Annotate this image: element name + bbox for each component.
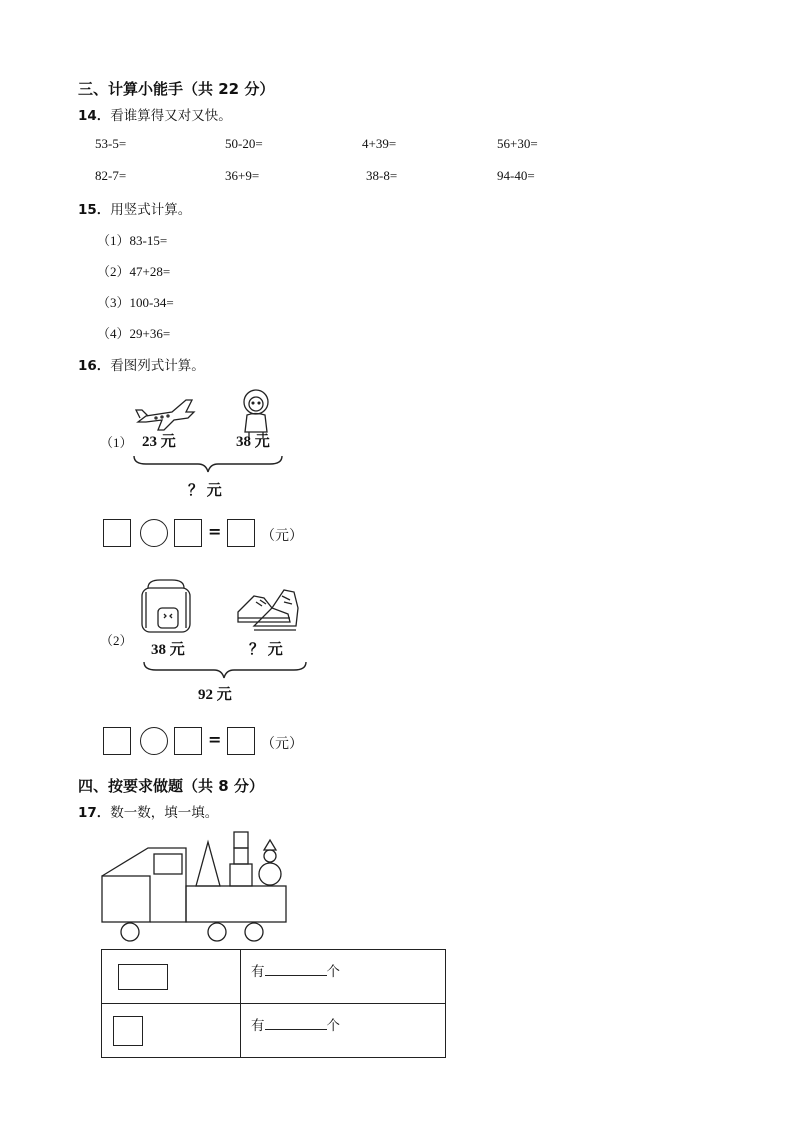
question-17-number: 17． bbox=[78, 805, 111, 821]
answer-box-3[interactable] bbox=[227, 519, 255, 547]
question-16-number: 16． bbox=[78, 358, 111, 374]
answer-box-2[interactable] bbox=[174, 519, 202, 547]
table-row bbox=[102, 1004, 446, 1058]
count-suffix: 个 bbox=[326, 964, 340, 980]
equals-sign-2: = bbox=[208, 730, 222, 749]
sneakers-icon bbox=[238, 590, 298, 630]
table-row bbox=[102, 950, 446, 1004]
small-triangle bbox=[264, 840, 276, 850]
section-3-title: 三、计算小能手（共 22 分） bbox=[78, 80, 275, 98]
answer-cell-square bbox=[241, 1004, 446, 1058]
q14-item-6: 36+9= bbox=[225, 168, 260, 183]
answer-cell-rectangle bbox=[241, 950, 446, 1004]
question-16-text: 看图列式计算。 bbox=[110, 358, 205, 374]
q14-item-5: 82-7= bbox=[95, 168, 127, 183]
block-middle bbox=[234, 848, 248, 864]
q14-item-3: 4+39= bbox=[362, 136, 397, 151]
section-4-title: 四、按要求做题（共 8 分） bbox=[78, 777, 264, 795]
q16-p2-price-b: ？ 元 bbox=[249, 642, 283, 658]
wheel-2 bbox=[208, 923, 226, 941]
answer-box-5[interactable] bbox=[174, 727, 202, 755]
count-blank-square[interactable] bbox=[265, 1017, 327, 1030]
question-17 bbox=[78, 801, 218, 821]
question-15 bbox=[78, 198, 191, 218]
q16-part-1-label: （1） bbox=[100, 435, 133, 450]
count-prefix: 有 bbox=[251, 1018, 265, 1034]
q16-p1-total: ？ 元 bbox=[188, 483, 222, 499]
q15-item-2: （2）47+28= bbox=[97, 264, 171, 279]
backpack-and-shoes-illustration bbox=[134, 578, 304, 638]
shape-cell-rectangle bbox=[102, 950, 241, 1004]
q16-part-2-label: （2） bbox=[100, 633, 133, 648]
q14-item-2: 50-20= bbox=[225, 136, 263, 151]
question-14 bbox=[78, 104, 232, 124]
count-table bbox=[101, 949, 446, 1058]
q16-p1-price-a: 23 元 bbox=[142, 434, 176, 450]
airplane-icon bbox=[136, 400, 194, 430]
ball-top bbox=[264, 850, 276, 862]
q15-item-4: （4）29+36= bbox=[97, 326, 171, 341]
truck-window bbox=[154, 854, 182, 874]
q16-p2-total: 92 元 bbox=[198, 687, 232, 703]
backpack-icon bbox=[142, 580, 190, 632]
operator-circle-2[interactable] bbox=[140, 727, 168, 755]
q15-item-3: （3）100-34= bbox=[97, 295, 174, 310]
unit-label-1: （元） bbox=[261, 528, 303, 544]
q14-item-8: 94-40= bbox=[497, 168, 535, 183]
answer-box-4[interactable] bbox=[103, 727, 131, 755]
q16-p1-brace bbox=[132, 454, 284, 476]
question-17-text: 数一数，填一填。 bbox=[110, 805, 219, 821]
q14-item-7: 38-8= bbox=[366, 168, 398, 183]
truck-cab-front bbox=[102, 876, 150, 922]
question-15-text: 用竖式计算。 bbox=[110, 202, 192, 218]
question-14-number: 14． bbox=[78, 108, 111, 124]
count-blank-rectangle[interactable] bbox=[265, 963, 327, 976]
rectangle-shape-icon bbox=[118, 964, 168, 990]
block-top bbox=[234, 832, 248, 848]
question-16 bbox=[78, 354, 205, 374]
truck-cab-slope bbox=[102, 848, 186, 922]
q14-item-4: 56+30= bbox=[497, 136, 538, 151]
count-prefix: 有 bbox=[251, 964, 265, 980]
q15-item-1: （1）83-15= bbox=[97, 233, 168, 248]
answer-box-1[interactable] bbox=[103, 519, 131, 547]
truck-bed bbox=[186, 886, 286, 922]
equals-sign-1: = bbox=[208, 522, 222, 541]
wheel-3 bbox=[245, 923, 263, 941]
wheel-1 bbox=[121, 923, 139, 941]
block-bottom bbox=[230, 864, 252, 886]
ball-bottom bbox=[259, 863, 281, 885]
operator-circle-1[interactable] bbox=[140, 519, 168, 547]
unit-label-2: （元） bbox=[261, 736, 303, 752]
truck-shapes-figure bbox=[98, 828, 298, 946]
square-shape-icon bbox=[113, 1016, 143, 1046]
q16-p2-brace bbox=[142, 660, 308, 682]
count-suffix: 个 bbox=[326, 1018, 340, 1034]
question-15-number: 15． bbox=[78, 202, 111, 218]
q16-p1-price-b: 38 元 bbox=[236, 434, 270, 450]
triangle-shape bbox=[196, 842, 220, 886]
question-14-text: 看谁算得又对又快。 bbox=[110, 108, 232, 124]
answer-box-6[interactable] bbox=[227, 727, 255, 755]
q16-p2-price-a: 38 元 bbox=[151, 642, 185, 658]
shape-cell-square bbox=[102, 1004, 241, 1058]
q14-item-1: 53-5= bbox=[95, 136, 127, 151]
